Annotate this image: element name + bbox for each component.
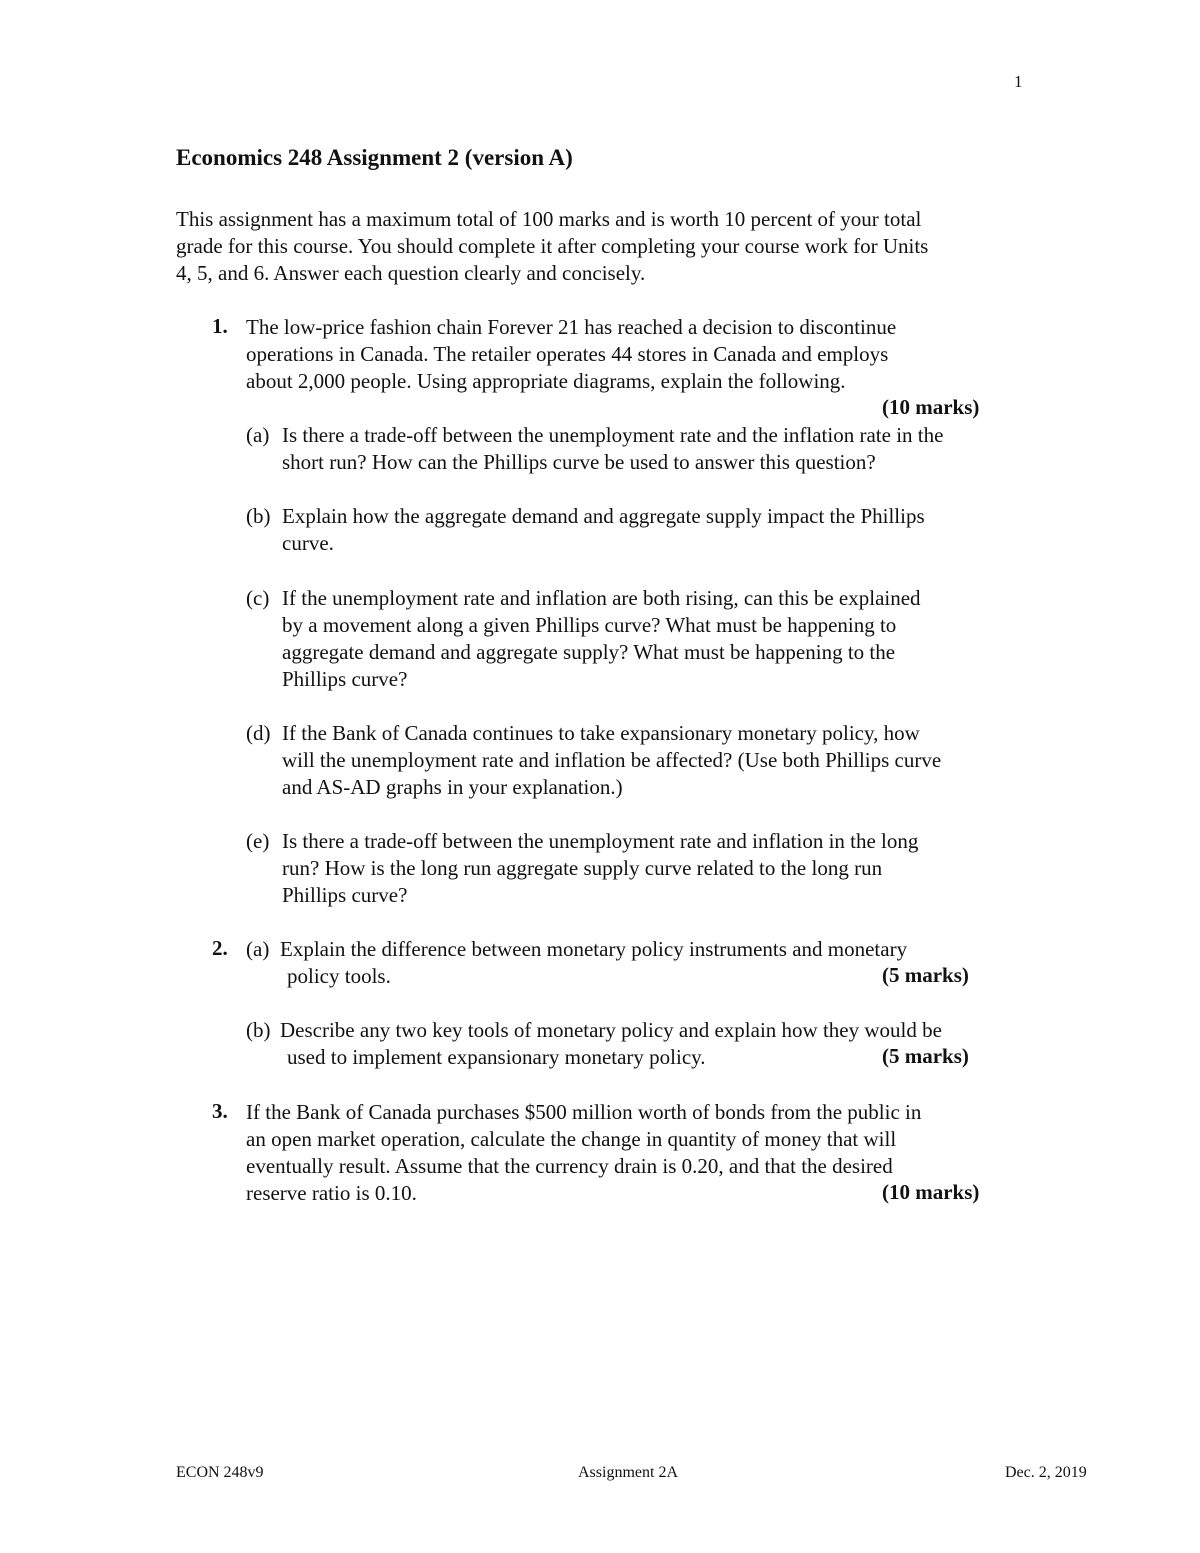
part-line: Describe any two key tools of monetary policy and explain how they would be — [280, 1018, 942, 1042]
part-line: used to implement expansionary monetary policy. — [287, 1045, 706, 1069]
question-3-text: If the Bank of Canada purchases $500 million worth of bonds from the public in — [246, 1100, 922, 1124]
part-line: If the Bank of Canada continues to take expansionary monetary policy, how — [282, 721, 920, 745]
intro-line: grade for this course. You should complete it after completing your course work for Units — [176, 234, 929, 258]
part-line: Phillips curve? — [282, 883, 408, 907]
part-line: policy tools. — [287, 964, 391, 988]
part-line: aggregate demand and aggregate supply? What must be happening to the — [282, 640, 896, 664]
page-number: 1 — [1014, 72, 1023, 91]
question-3-number: 3. — [212, 1099, 228, 1123]
part-line: run? How is the long run aggregate supply curve related to the long run — [282, 856, 883, 880]
question-1-number: 1. — [212, 314, 228, 338]
part-label: (a) — [246, 937, 270, 961]
question-1-text: operations in Canada. The retailer operates 44 stores in Canada and employs — [246, 342, 889, 366]
question-3-marks: (10 marks) — [882, 1180, 980, 1204]
part-line: by a movement along a given Phillips curve? What must be happening to — [282, 613, 897, 637]
question-1-text: about 2,000 people. Using appropriate diagrams, explain the following. — [246, 369, 846, 393]
part-line: Explain how the aggregate demand and aggregate supply impact the Phillips — [282, 504, 925, 528]
part-line: If the unemployment rate and inflation are both rising, can this be explained — [282, 586, 921, 610]
part-label: (d) — [246, 721, 271, 745]
part-label: (c) — [246, 586, 270, 610]
part-label: (b) — [246, 504, 271, 528]
question-3-text: an open market operation, calculate the change in quantity of money that will — [246, 1127, 897, 1151]
part-label: (e) — [246, 829, 270, 853]
question-3-text: eventually result. Assume that the currency drain is 0.20, and that the desired — [246, 1154, 893, 1178]
intro-line: 4, 5, and 6. Answer each question clearly and concisely. — [176, 261, 646, 285]
question-1-text: The low-price fashion chain Forever 21 has reached a decision to discontinue — [246, 315, 897, 339]
intro-line: This assignment has a maximum total of 100 marks and is worth 10 percent of your total — [176, 207, 922, 231]
part-line: curve. — [282, 531, 334, 555]
footer-assignment: Assignment 2A — [578, 1464, 678, 1481]
page-title: Economics 248 Assignment 2 (version A) — [176, 145, 573, 170]
question-3-text: reserve ratio is 0.10. — [246, 1181, 417, 1205]
part-line: Is there a trade-off between the unemployment rate and the inflation rate in the — [282, 423, 944, 447]
part-line: and AS-AD graphs in your explanation.) — [282, 775, 623, 799]
question-2b-marks: (5 marks) — [882, 1044, 969, 1068]
footer-course-code: ECON 248v9 — [176, 1464, 264, 1481]
question-2-number: 2. — [212, 936, 228, 960]
part-label: (a) — [246, 423, 270, 447]
part-line: will the unemployment rate and inflation be affected? (Use both Phillips curve — [282, 748, 942, 772]
part-line: Explain the difference between monetary policy instruments and monetary — [280, 937, 908, 961]
question-1-marks: (10 marks) — [882, 395, 980, 419]
footer-date: Dec. 2, 2019 — [1005, 1464, 1087, 1481]
part-line: Phillips curve? — [282, 667, 408, 691]
part-label: (b) — [246, 1018, 271, 1042]
part-line: short run? How can the Phillips curve be used to answer this question? — [282, 450, 876, 474]
part-line: Is there a trade-off between the unemployment rate and inflation in the long — [282, 829, 919, 853]
question-2a-marks: (5 marks) — [882, 963, 969, 987]
